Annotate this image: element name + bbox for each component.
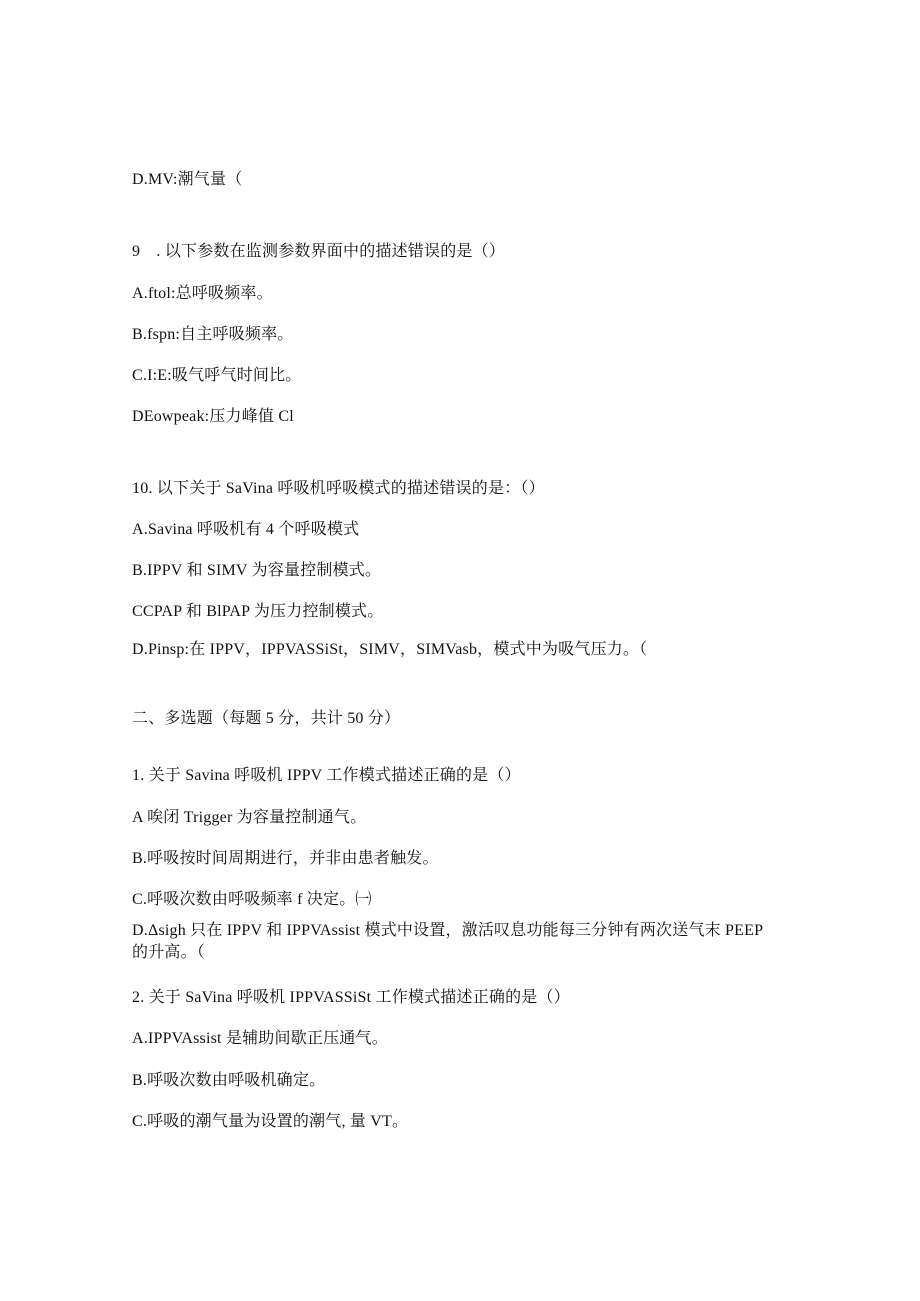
question-10: 10. 以下关于 SaVina 呼吸机呼吸模式的描述错误的是：（） xyxy=(132,480,545,497)
q10-option-a: A.Savina 呼吸机有 4 个呼吸模式 xyxy=(132,521,360,538)
q9-option-b: B.fspn:自主呼吸频率。 xyxy=(132,326,294,343)
mc2-option-c: C.呼吸的潮气量为设置的潮气, 量 VT。 xyxy=(132,1113,409,1130)
mc1-option-d: D.Δsigh 只在 IPPV 和 IPPVAssist 模式中设置，激活叹息功能每三分钟有两次送气末 PEEP 的升高。（ xyxy=(132,922,763,961)
q10-option-b: B.IPPV 和 SIMV 为容量控制模式。 xyxy=(132,562,382,579)
mc1-option-c: C.呼吸次数由呼吸频率 f 决定。㈠ xyxy=(132,891,372,908)
mc-question-1: 1. 关于 Savina 呼吸机 IPPV 工作模式描述正确的是（） xyxy=(132,767,521,784)
mc2-option-a: A.IPPVAssist 是辅助间歇正压通气。 xyxy=(132,1030,388,1047)
option-d-mv: D.MV:潮气量（ xyxy=(132,171,243,188)
mc1-option-b: B.呼吸按时间周期进行，并非由患者触发。 xyxy=(132,850,439,867)
q9-option-d: DEowpeak:压力峰值 Cl xyxy=(132,408,294,425)
mc-question-2: 2. 关于 SaVina 呼吸机 IPPVASSiSt 工作模式描述正确的是（） xyxy=(132,989,570,1006)
q9-option-a: A.ftol:总呼吸频率。 xyxy=(132,285,273,302)
q10-option-c: CCPAP 和 BlPAP 为压力控制模式。 xyxy=(132,603,384,620)
question-9: 9 . 以下参数在监测参数界面中的描述错误的是（） xyxy=(132,243,506,260)
section-heading-multiple-choice: 二、多选题（每题 5 分，共计 50 分） xyxy=(132,710,401,727)
q10-option-d: D.Pinsp:在 IPPV，IPPVASSiSt，SIMV，SIMVasb，模式中为吸气压力。（ xyxy=(132,641,648,658)
mc1-option-a: A 唉闭 Trigger 为容量控制通气。 xyxy=(132,809,367,826)
mc2-option-b: B.呼吸次数由呼吸机确定。 xyxy=(132,1072,326,1089)
q9-option-c: C.I:E:吸气呼气时间比。 xyxy=(132,367,302,384)
